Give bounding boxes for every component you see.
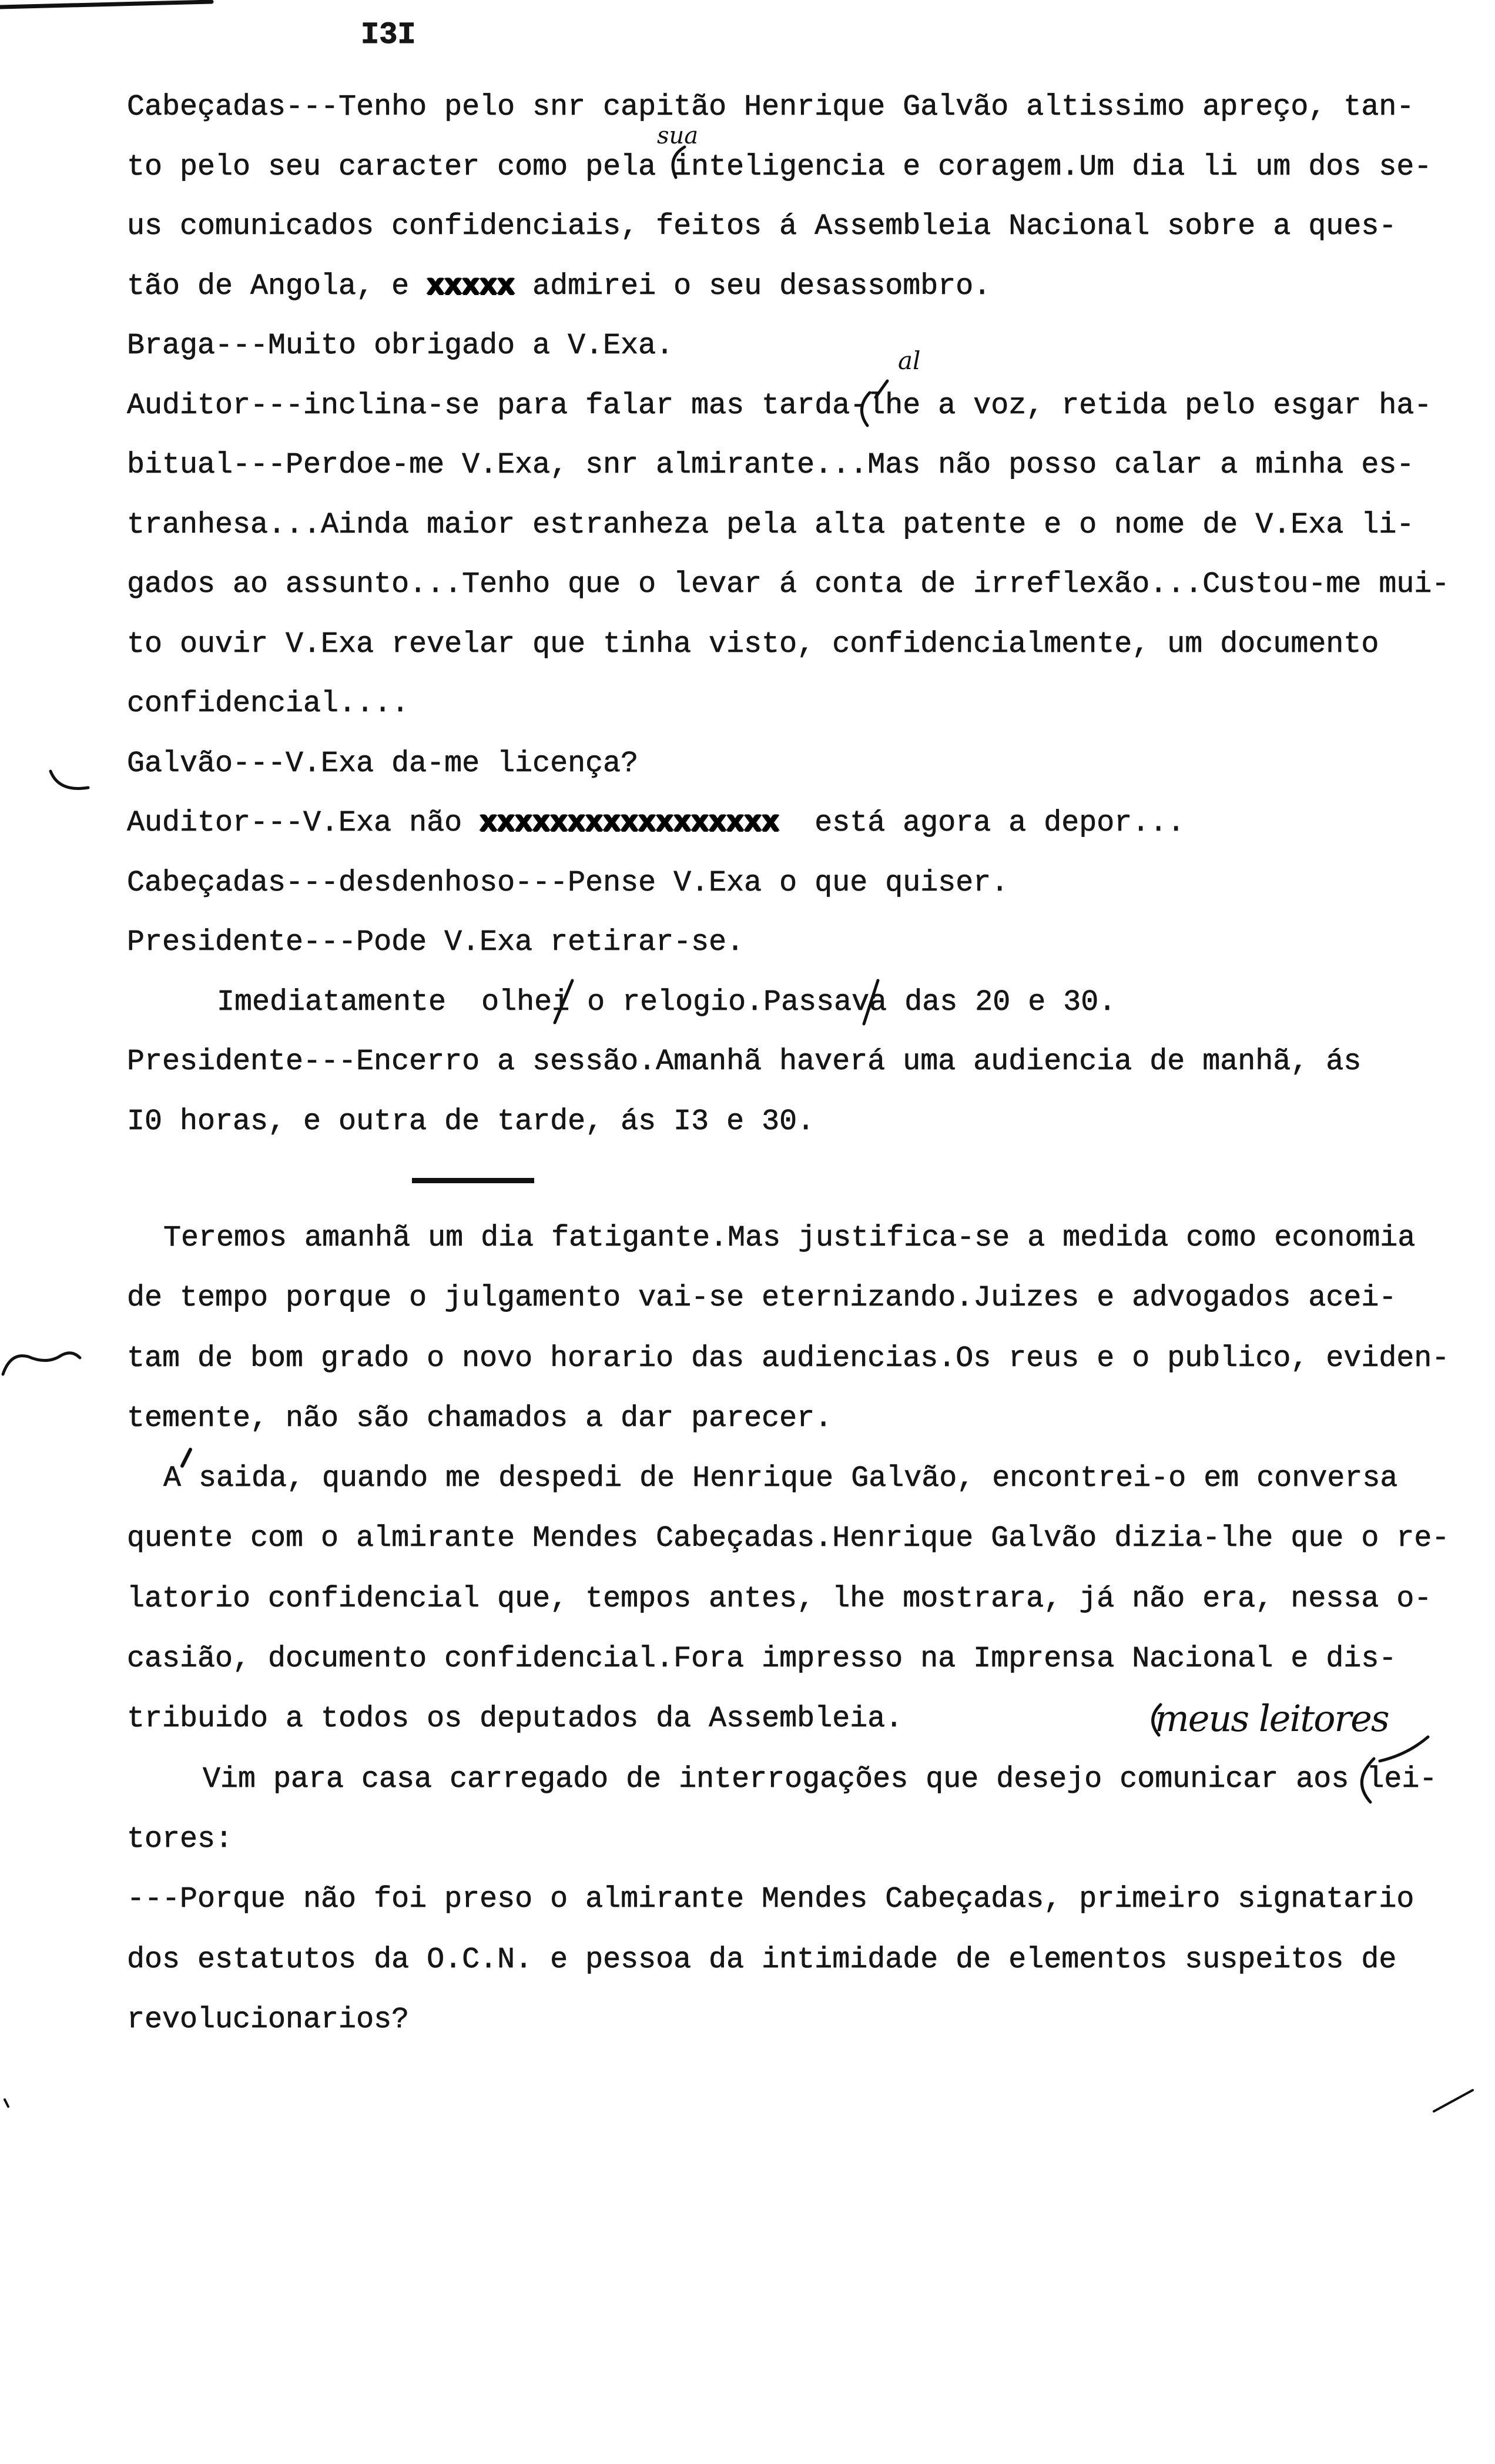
text-line: tribuido a todos os deputados da Assembleia. <box>127 1702 903 1736</box>
text-line <box>127 794 1449 853</box>
text-line <box>127 257 1449 317</box>
text-line: to ouvir V.Exa revelar que tinha visto, confidencialmente, um documento <box>127 627 1379 661</box>
text-line: dos estatutos da O.C.N. e pessoa da intimidade de elementos suspeitos de <box>127 1943 1397 1977</box>
struck-out-text: xxxxx <box>427 269 515 303</box>
typed-text-block-2 <box>127 1208 1449 2050</box>
top-edge-mark <box>0 2 212 7</box>
text-line: Cabeçadas---Tenho pelo snr capitão Henrique Galvão altissimo apreço, tan- <box>127 91 1414 124</box>
text-line: tam de bom grado o novo horario das audiencias.Os reus e o publico, eviden- <box>127 1341 1450 1375</box>
text-line: Presidente---Pode V.Exa retirar-se. <box>127 926 745 959</box>
struck-out-text: xxxxxxxxxxxxxxxxx <box>480 806 780 840</box>
text-line: tranhesa...Ainda maior estranheza pela alta patente e o nome de V.Exa li- <box>127 508 1414 542</box>
text-line: ---Porque não foi preso o almirante Mendes Cabeçadas, primeiro signatario <box>127 1883 1414 1917</box>
line-text: tão de Angola, e <box>127 269 427 303</box>
left-margin-mark <box>3 1353 80 1374</box>
text-line: tores: <box>127 1822 233 1856</box>
left-margin-dot <box>5 2100 8 2107</box>
text-line: Galvão---V.Exa da-me licença? <box>127 746 639 781</box>
handwritten-margin-note: meus leitores <box>1155 1697 1389 1740</box>
text-line-indented: Vim para casa carregado de interrogações que desejo comunicar aos lei- <box>203 1762 1437 1796</box>
text-line: confidencial.... <box>127 687 410 721</box>
text-line-indented: Imediatamente olhei o relogio.Passava das 20 e 30. <box>217 985 1117 1019</box>
handwritten-insertion: al <box>898 346 921 375</box>
typed-text-block-1 <box>127 78 1449 1151</box>
line-text: está agora a depor... <box>779 806 1185 840</box>
section-separator <box>412 1178 534 1183</box>
text-line-indented: A saida, quando me despedi de Henrique Galvão, encontrei-o em conversa <box>163 1462 1398 1496</box>
line-text: admirei o seu desassombro. <box>515 269 991 303</box>
text-line: quente com o almirante Mendes Cabeçadas.Henrique Galvão dizia-lhe que o re- <box>127 1522 1450 1556</box>
text-line: gados ao assunto...Tenho que o levar á conta de irreflexão...Custou-me mui- <box>127 568 1450 601</box>
left-margin-mark <box>51 771 88 788</box>
text-line: Auditor---inclina-se para falar mas tarda-lhe a voz, retida pelo esgar ha- <box>127 389 1432 423</box>
text-line: to pelo seu caracter como pela inteligencia e coragem.Um dia li um dos se- <box>127 150 1432 184</box>
text-line: temente, não são chamados a dar parecer. <box>127 1401 833 1435</box>
text-line: Braga---Muito obrigado a V.Exa. <box>127 329 674 363</box>
text-line: Cabeçadas---desdenhoso---Pense V.Exa o que quiser. <box>127 866 1009 900</box>
text-line: revolucionarios? <box>127 2003 410 2037</box>
page-number: I3I <box>361 18 416 52</box>
handwritten-insertion: sua <box>657 122 699 149</box>
text-line: casião, documento confidencial.Fora impresso na Imprensa Nacional e dis- <box>127 1642 1397 1676</box>
text-line-indented: Teremos amanhã um dia fatigante.Mas justifica-se a medida como economia <box>163 1221 1416 1255</box>
text-line: de tempo porque o julgamento vai-se eternizando.Juizes e advogados acei- <box>127 1281 1397 1315</box>
text-line: Presidente---Encerro a sessão.Amanhã haverá uma audiencia de manhã, ás <box>127 1045 1362 1079</box>
text-line: latorio confidencial que, tempos antes, lhe mostrara, já não era, nessa o- <box>127 1582 1432 1616</box>
right-margin-mark <box>1434 2090 1473 2111</box>
text-line: us comunicados confidenciais, feitos á Assembleia Nacional sobre a ques- <box>127 210 1397 243</box>
text-line: bitual---Perdoe-me V.Exa, snr almirante...Mas não posso calar a minha es- <box>127 448 1414 482</box>
text-line: I0 horas, e outra de tarde, ás I3 e 30. <box>127 1104 815 1139</box>
line-text: Auditor---V.Exa não <box>127 806 480 840</box>
